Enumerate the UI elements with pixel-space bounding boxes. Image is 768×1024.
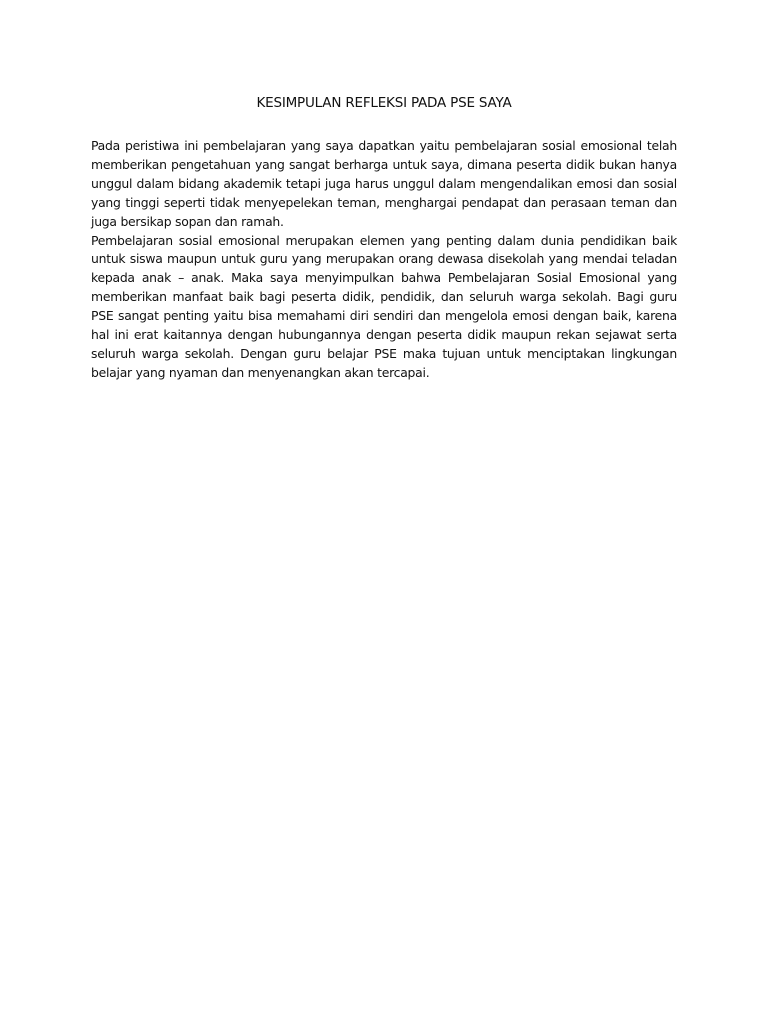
document-body: [91, 137, 677, 383]
paragraph-2: Pembelajaran sosial emosional merupakan elemen yang penting dalam dunia pendidikan baik untuk siswa maupun untuk guru yang merupakan orang dewasa disekolah yang mendai teladan kepada anak – anak. Maka saya menyimpulkan bahwa Pembelajaran Sosial Emosional yang memberikan manfaat baik bagi peserta didik, pendidik, dan seluruh warga sekolah. Bagi guru PSE sangat penting yaitu bisa memahami diri sendiri dan mengelola emosi dengan baik, karena hal ini erat kaitannya dengan hubungannya dengan peserta didik maupun rekan sejawat serta seluruh warga sekolah. Dengan guru belajar PSE maka tujuan untuk menciptakan lingkungan belajar yang nyaman dan menyenangkan akan tercapai.: [91, 232, 677, 380]
document-title: KESIMPULAN REFLEKSI PADA PSE SAYA: [256, 95, 512, 111]
paragraph-1: Pada peristiwa ini pembelajaran yang saya dapatkan yaitu pembelajaran sosial emosional telah memberikan pengetahuan yang sangat berharga untuk saya, dimana peserta didik bukan hanya unggul dalam bidang akademik tetapi juga harus unggul dalam mengendalikan emosi dan sosial yang tinggi seperti tidak menyepelekan teman, menghargai pendapat dan perasaan teman dan juga bersikap sopan dan ramah.: [91, 138, 677, 229]
